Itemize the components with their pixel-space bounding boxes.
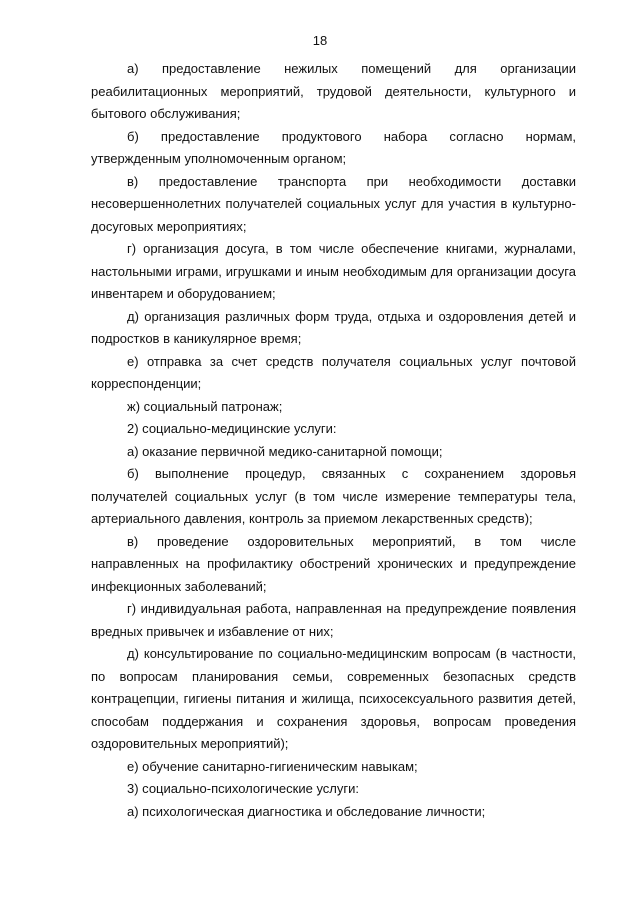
page-number: 18 xyxy=(312,33,328,48)
paragraph-4: г) организация досуга, в том числе обеспечение книгами, журналами, настольными играми, игрушками и иным необходимым для организации досуга инвентарем и оборудованием; xyxy=(91,241,576,301)
paragraph-10: б) выполнение процедур, связанных с сохранением здоровья получателей социальных услуг (в том числе измерение температуры тела, артериального давления, контроль за приемом лекарственных средств); xyxy=(91,466,576,526)
paragraph-15: 3) социально-психологические услуги: xyxy=(127,781,359,796)
paragraph-8: 2) социально-медицинские услуги: xyxy=(127,421,337,436)
paragraph-12: г) индивидуальная работа, направленная на предупреждение появления вредных привычек и избавление от них; xyxy=(91,601,576,639)
paragraph-3: в) предоставление транспорта при необходимости доставки несовершеннолетних получателей социальных услуг для участия в культурно-досуговых мероприятиях; xyxy=(91,173,576,234)
document-body xyxy=(91,58,576,823)
paragraph-11: в) проведение оздоровительных мероприятий, в том числе направленных на профилактику обострений хронических и предупреждение инфекционных заболеваний; xyxy=(91,533,576,594)
paragraph-6: е) отправка за счет средств получателя социальных услуг почтовой корреспонденции; xyxy=(91,353,576,391)
paragraph-16: а) психологическая диагностика и обследование личности; xyxy=(127,803,486,819)
paragraph-2: б) предоставление продуктового набора согласно нормам, утвержденным уполномоченным органом; xyxy=(91,128,576,166)
paragraph-14: е) обучение санитарно-гигиеническим навыкам; xyxy=(127,758,418,774)
paragraph-7: ж) социальный патронаж; xyxy=(127,398,283,414)
paragraph-1: а) предоставление нежилых помещений для организации реабилитационных мероприятий, трудовой деятельности, культурного и бытового обслуживания; xyxy=(91,61,576,121)
paragraph-13: д) консультирование по социально-медицинским вопросам (в частности, по вопросам планирования семьи, современных безопасных средств контрацепции, гигиены питания и жилища, психосексуального развития детей, способам поддержания и сохранения здоровья, вопросам проведения оздоровительных мероприятий); xyxy=(91,646,576,751)
paragraph-9: а) оказание первичной медико-санитарной помощи; xyxy=(127,443,443,459)
paragraph-5: д) организация различных форм труда, отдыха и оздоровления детей и подростков в каникулярное время; xyxy=(91,308,576,346)
